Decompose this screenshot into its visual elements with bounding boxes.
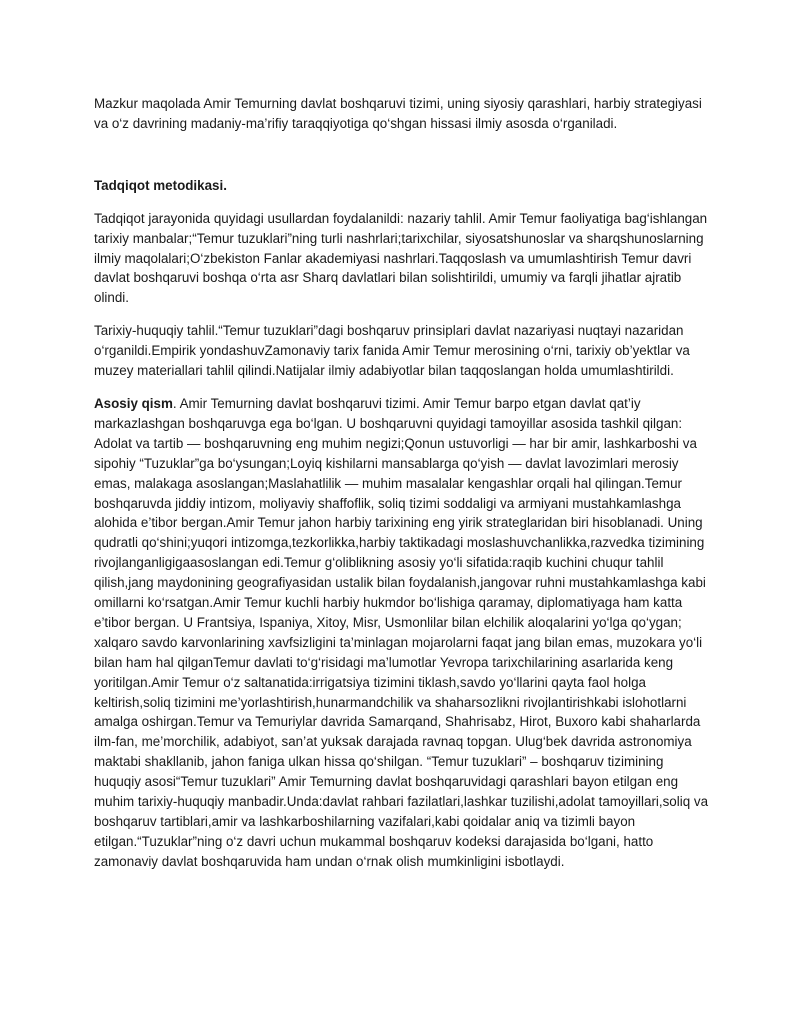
main-section-label: Asosiy qism <box>94 395 173 411</box>
main-section-paragraph <box>94 394 712 872</box>
methodology-paragraph-2: Tarixiy-huquqiy tahlil.“Temur tuzuklari”dagi boshqaruv prinsiplari davlat nazariyasi nuqtayi nazaridan o‘rganildi.Empirik yondashuvZamonaviy tarix fanida Amir Temur merosining o‘rni, tarixiy ob’yektlar va muzey materiallari tahlil qilindi.Natijalar ilmiy adabiyotlar bilan taqqoslangan holda umumlashtirildi. <box>94 323 690 379</box>
methodology-paragraph-1: Tadqiqot jarayonida quyidagi usullardan foydalanildi: nazariy tahlil. Amir Temur faoliyatiga bag‘ishlangan tarixiy manbalar;“Temur tuzuklari”ning turli nashrlari;tarixchilar, siyosatshunoslar va sharqshunoslarning ilmiy maqolalari;O‘zbekiston Fanlar akademiyasi nashrlari.Taqqoslash va umumlashtirish Temur davri davlat boshqaruvi boshqa o‘rta asr Sharq davlatlari bilan solishtirildi, umumiy va farqli jihatlar ajratib olindi. <box>94 210 708 306</box>
document-body <box>94 94 712 885</box>
methodology-heading: Tadqiqot metodikasi. <box>94 177 227 193</box>
intro-paragraph: Mazkur maqolada Amir Temurning davlat boshqaruvi tizimi, uning siyosiy qarashlari, harbiy strategiyasi va o‘z davrining madaniy-ma’rifiy taraqqiyotiga qo‘shgan hissasi ilmiy asosda o‘rganiladi. <box>94 96 702 131</box>
main-section-text: . Amir Temurning davlat boshqaruvi tizimi. Amir Temur barpo etgan davlat qat’iy markazlashgan boshqaruvga ega bo‘lgan. U boshqaruvni quyidagi tamoyillar asosida tashkil qilgan: Adolat va tartib — boshqaruvning eng muhim negizi;Qonun ustuvorligi — har bir amir, lashkarboshi va sipohiy “Tuzuklar”ga bo‘ysungan;Loyiq kishilarni mansablarga qo‘yish — davlat lavozimlari merosiy emas, malakaga asoslangan;Maslahatlilik — muhim masalalar kengashlar orqali hal qilingan.Temur boshqaruvda jiddiy intizom, moliyaviy shaffoflik, soliq tizimi soddaligi va armiyani mustahkamlashga alohida e’tibor bergan.Amir Temur jahon harbiy tarixining eng yirik strateglaridan biri hisoblanadi. Uning qudratli qo‘shini;yuqori intizomga,tezkorlikka,harbiy taktikadagi moslashuvchanlikka,razvedka tizimining rivojlanganligigaasoslangan edi.Temur g‘oliblikning asosiy yo‘li sifatida:raqib kuchini chuqur tahlil qilish,jang maydonining geografiyasidan ustalik bilan foydalanish,jangovar ruhni mustahkamlashga kabi omillarni ko‘rsatgan.Amir Temur kuchli harbiy hukmdor bo‘lishiga qaramay, diplomatiyaga ham katta e’tibor bergan. U Frantsiya, Ispaniya, Xitoy, Misr, Usmonlilar bilan elchilik aloqalarini yo‘lga qo‘ygan; xalqaro savdo karvonlarining xavfsizligini ta’minlagan mojarolarni faqat jang bilan emas, muzokara yo‘li bilan ham hal qilganTemur davlati to‘g‘risidagi ma’lumotlar Yevropa tarixchilarining asarlarida keng yoritilgan.Amir Temur o‘z saltanatida:irrigatsiya tizimini tiklash,savdo yo‘llarini qayta faol holga keltirish,soliq tizimini me’yorlashtirish,hunarmandchilik va shaharsozlikni rivojlantirishkabi islohotlarni amalga oshirgan.Temur va Temuriylar davrida Samarqand, Shahrisabz, Hirot, Buxoro kabi shaharlarda ilm-fan, me’morchilik, adabiyot, san’at yuksak darajada ravnaq topgan. Ulug‘bek davrida astronomiya maktabi shakllanib, jahon faniga ulkan hissa qo‘shilgan. “Temur tuzuklari” – boshqaruv tizimining huquqiy asosi“Temur tuzuklari” Amir Temurning davlat boshqaruvidagi qarashlari bayon etilgan eng muhim tarixiy-huquqiy manbadir.Unda:davlat rahbari fazilatlari,lashkar tuzilishi,adolat tamoyillari,soliq va boshqaruv tartiblari,amir va lashkarboshilarning vazifalari,kabi qoidalar aniq va tizimli bayon etilgan.“Tuzuklar”ning o‘z davri uchun mukammal boshqaruv kodeksi darajasida bo‘lgani, hatto zamonaviy davlat boshqaruvida ham undan o‘rnak olish mumkinligini isbotlaydi. <box>94 395 709 869</box>
